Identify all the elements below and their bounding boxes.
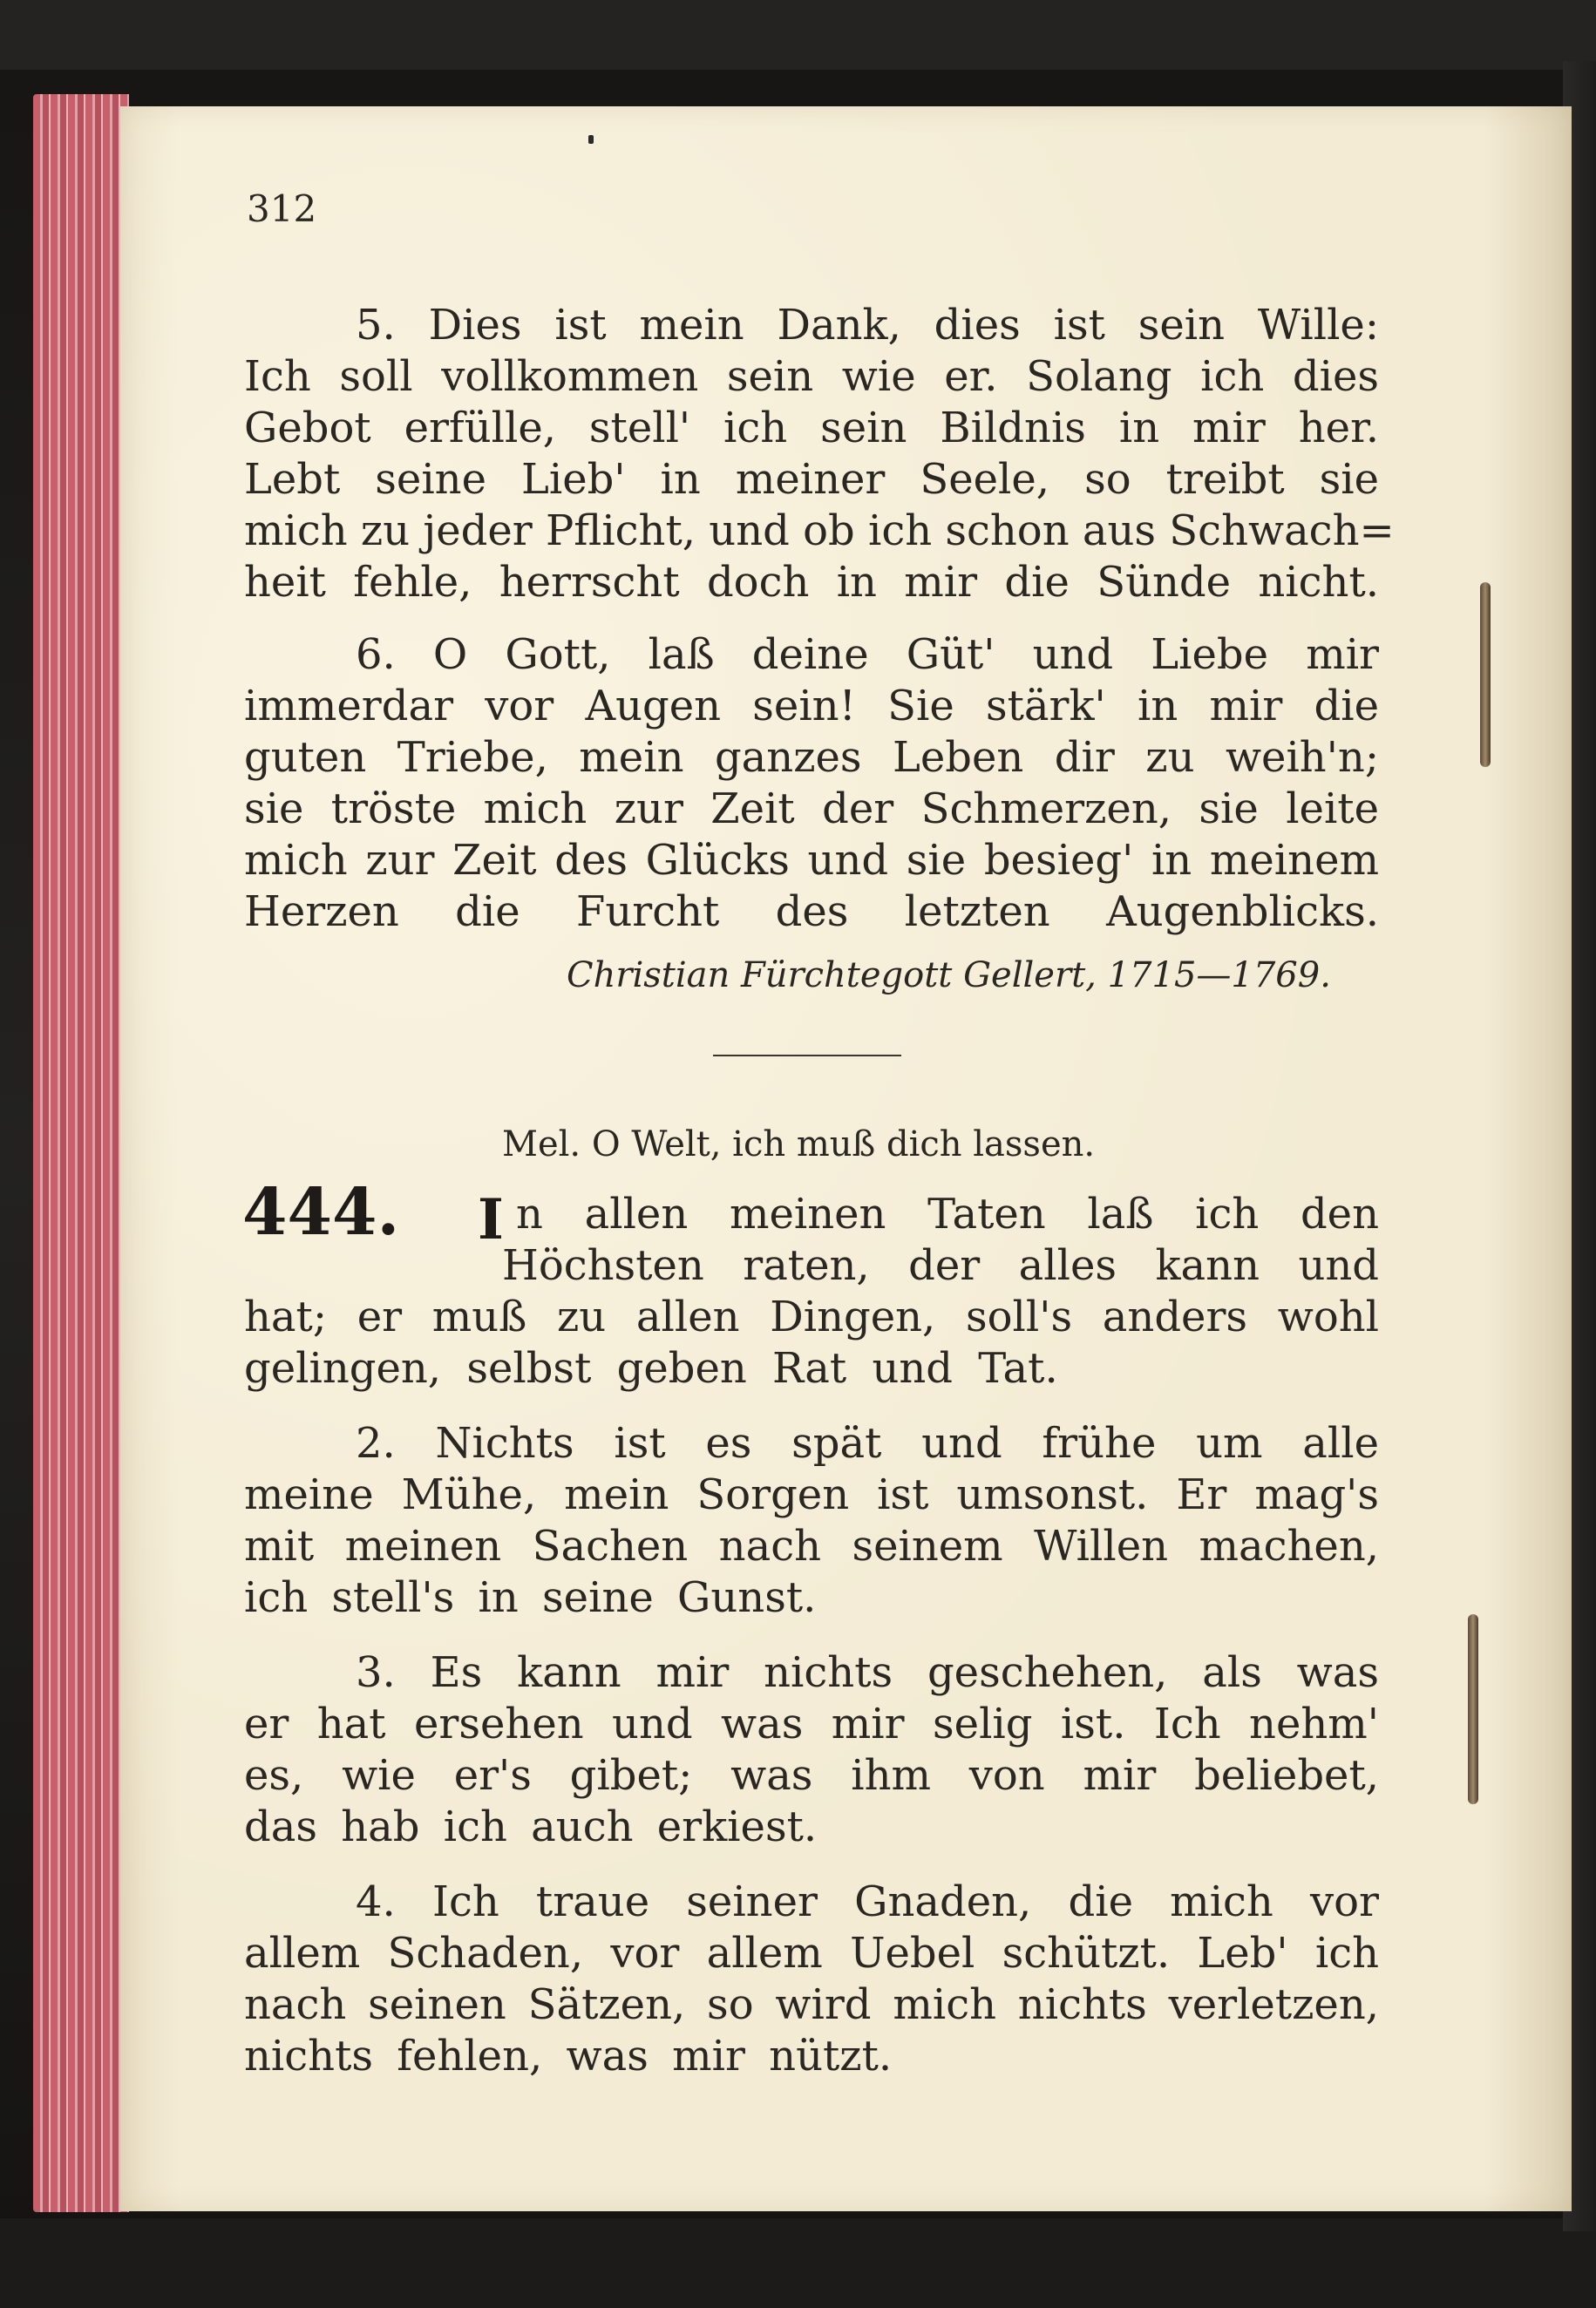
verse-line: mich zur Zeit des Glücks und sie besieg' in meinem — [244, 836, 1379, 885]
verse-line: 4. Ich traue seiner Gnaden, die mich vor — [356, 1877, 1379, 1926]
hymn-number: 444. — [242, 1175, 400, 1250]
verse-line: mich zu jeder Pflicht, und ob ich schon aus Schwach= — [244, 506, 1395, 555]
verse-line: Höchsten raten, der alles kann und — [502, 1241, 1379, 1290]
binding-staple-bottom — [1468, 1614, 1478, 1804]
verse-line: Gebot erfülle, stell' ich sein Bildnis in mir her. — [244, 404, 1379, 452]
verse-line: er hat ersehen und was mir selig ist. Ich nehm' — [244, 1700, 1379, 1748]
verse-line: nichts fehlen, was mir nützt. — [244, 2032, 893, 2081]
verse-line: 5. Dies ist mein Dank, dies ist sein Wille: — [356, 301, 1379, 350]
section-divider — [713, 1055, 901, 1056]
verse-line: 2. Nichts ist es spät und frühe um alle — [356, 1419, 1379, 1468]
verse-line: sie tröste mich zur Zeit der Schmerzen, sie leite — [244, 784, 1379, 833]
verse-line: allem Schaden, vor allem Uebel schützt. Leb' ich — [244, 1929, 1379, 1978]
verse-line: mit meinen Sachen nach seinem Willen machen, — [244, 1522, 1379, 1571]
verse-line: Ich soll vollkommen sein wie er. Solang ich dies — [244, 352, 1379, 401]
book-cover-top — [0, 0, 1596, 70]
verse-line: heit fehle, herrscht doch in mir die Sünde nicht. — [244, 558, 1379, 607]
author-attribution: Christian Fürchtegott Gellert, 1715—1769. — [567, 955, 1331, 995]
verse-line: gelingen, selbst geben Rat und Tat. — [244, 1344, 1058, 1393]
melody-heading: Mel. O Welt, ich muß dich lassen. — [502, 1124, 1096, 1164]
page-number: 312 — [247, 187, 317, 230]
verse-line: n allen meinen Taten laß ich den — [516, 1190, 1379, 1239]
verse-line: nach seinen Sätzen, so wird mich nichts verletzen, — [244, 1980, 1379, 2029]
verse-line: es, wie er's gibet; was ihm von mir beliebet, — [244, 1751, 1379, 1800]
hymn-initial-letter: I — [478, 1187, 504, 1252]
verse-line: meine Mühe, mein Sorgen ist umsonst. Er mag's — [244, 1470, 1379, 1519]
verse-line: hat; er muß zu allen Dingen, soll's anders wohl — [244, 1293, 1379, 1341]
verse-line: immerdar vor Augen sein! Sie stärk' in mir die — [244, 682, 1379, 730]
ink-speck — [588, 135, 594, 144]
verse-line: ich stell's in seine Gunst. — [244, 1573, 817, 1622]
verse-line: Lebt seine Lieb' in meiner Seele, so treibt sie — [244, 455, 1379, 504]
red-page-edges — [33, 94, 129, 2212]
verse-line: guten Triebe, mein ganzes Leben dir zu weih'n; — [244, 733, 1379, 782]
verse-line: das hab ich auch erkiest. — [244, 1802, 818, 1851]
verse-line: 6. O Gott, laß deine Güt' und Liebe mir — [356, 630, 1379, 679]
verse-line: Herzen die Furcht des letzten Augenblicks. — [244, 887, 1379, 936]
book-cover-bottom — [0, 2218, 1596, 2308]
binding-staple-top — [1480, 582, 1491, 767]
verse-line: 3. Es kann mir nichts geschehen, als was — [356, 1648, 1379, 1697]
